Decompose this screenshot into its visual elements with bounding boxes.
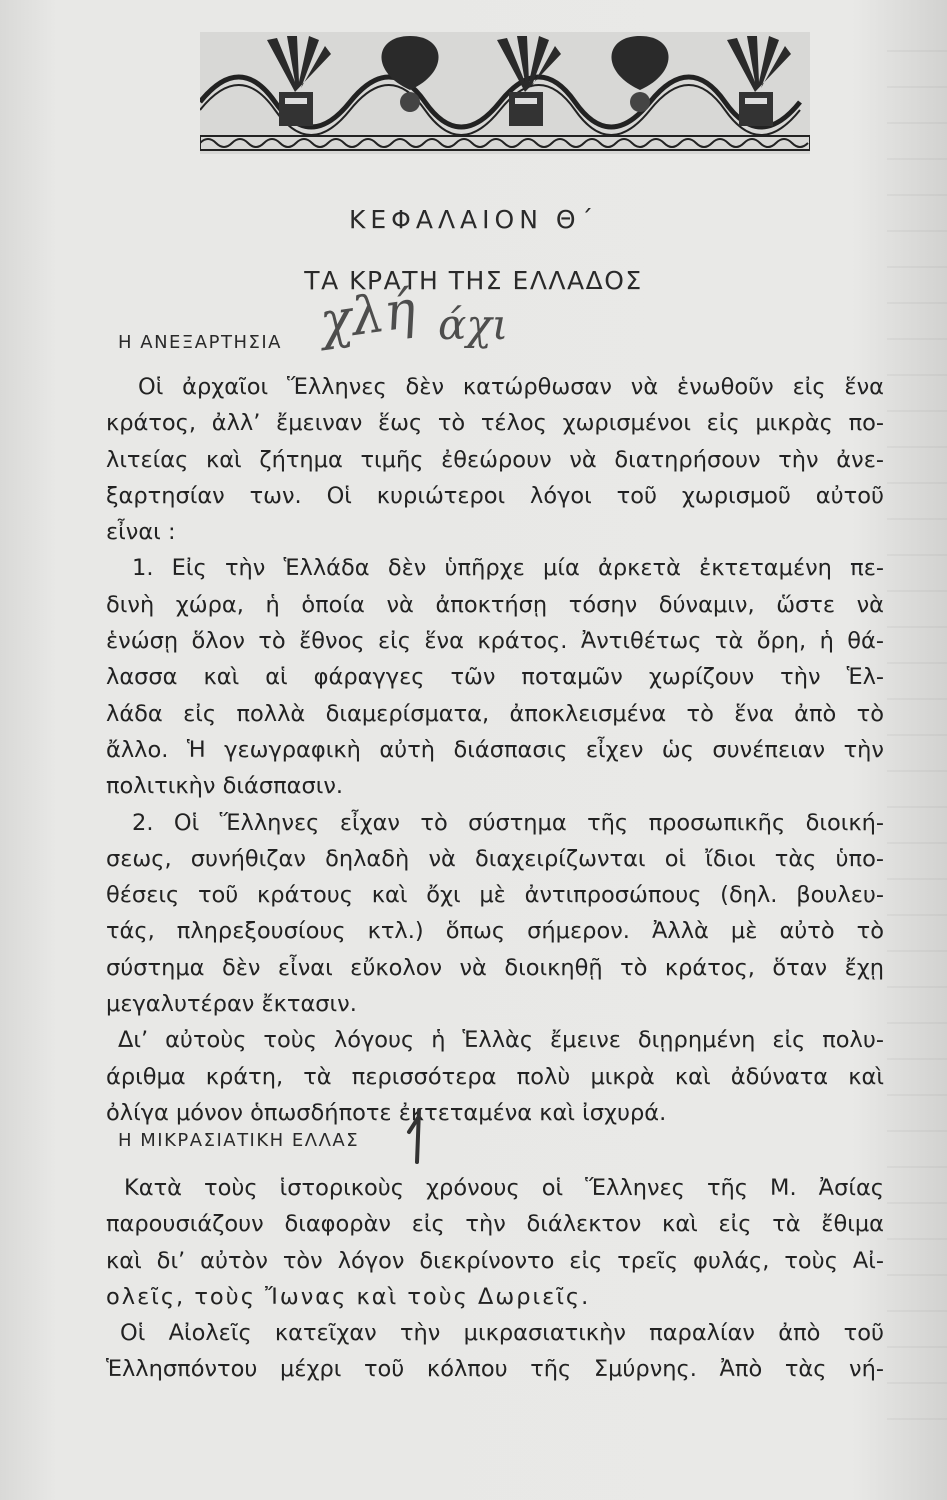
text-line: παρουσιάζουν διαφορὰν εἰς τὴν διάλεκτον καὶ εἰς τὰ ἔθιμα xyxy=(106,1211,884,1238)
text-line: 2. Οἱ Ἕλληνες εἶχαν τὸ σύστημα τῆς προσωπικῆς διοική- xyxy=(132,809,884,836)
text-line: ξαρτησίαν των. Οἱ κυριώτεροι λόγοι τοῦ χωρισμοῦ αὐτοῦ xyxy=(106,482,884,509)
text-line: καὶ δι’ αὐτὸν τὸν λόγον διεκρίνοντο εἰς τρεῖς φυλάς, τοὺς Αἰ- xyxy=(106,1247,884,1274)
text-line: ολεῖς, τοὺς Ἴωνας καὶ τοὺς Δωριεῖς. xyxy=(106,1283,591,1310)
text-line: λασσα καὶ αἱ φάραγγες τῶν ποταμῶν χωρίζουν τὴν Ἑλ- xyxy=(106,664,884,691)
text-line: εἶναι : xyxy=(106,519,176,546)
section-body xyxy=(106,369,884,1131)
text-line: σεως, συνήθιζαν δηλαδὴ νὰ διαχειρίζωνται οἱ ἴδιοι τὰς ὑπο- xyxy=(106,845,884,872)
text-line: θέσεις τοῦ κράτους καὶ ὄχι μὲ ἀντιπροσώπους (δηλ. βουλευ- xyxy=(106,882,884,909)
section-body xyxy=(106,1170,884,1388)
text-line: σύστημα δὲν εἶναι εὔκολον νὰ διοικηθῇ τὸ κράτος, ὅταν ἔχῃ xyxy=(106,954,884,981)
section-heading: Η ΜΙΚΡΑΣΙΑΤΙΚΗ ΕΛΛΑΣ xyxy=(118,1130,360,1151)
text-line: Οἱ ἀρχαῖοι Ἕλληνες δὲν κατώρθωσαν νὰ ἑνωθοῦν εἰς ἕνα xyxy=(138,374,884,400)
palmette-ornament-icon xyxy=(200,32,810,154)
text-line: Δι’ αὐτοὺς τοὺς λόγους ἡ Ἑλλὰς ἔμεινε διῃρημένη εἰς πολυ- xyxy=(118,1027,884,1054)
text-line: τάς, πληρεξουσίους κτλ.) ὅπως σήμερον. Ἀλλὰ μὲ αὐτὸ τὸ xyxy=(106,918,884,945)
text-line: πολιτικὴν διάσπασιν. xyxy=(106,773,344,800)
text-line: κράτος, ἀλλ’ ἔμειναν ἕως τὸ τέλος χωρισμένοι εἰς μικρὰς πο- xyxy=(106,410,884,437)
bleed-through-text xyxy=(887,50,947,1450)
handwritten-note: χλή xyxy=(316,279,420,353)
text-line: λιτείας καὶ ζήτημα τιμῆς ἐθεώρουν νὰ διατηρήσουν τὴν ἀνε- xyxy=(106,446,884,473)
text-line: ἑνώσῃ ὅλον τὸ ἔθνος εἰς ἕνα κράτος. Ἀντιθέτως τὰ ὄρη, ἡ θά- xyxy=(106,628,884,655)
text-line: ἄλλο. Ἡ γεωγραφικὴ αὐτὴ διάσπασις εἶχεν ὡς συνέπειαν τὴν xyxy=(106,736,884,763)
chapter-title: ΤΑ ΚΡΑΤΗ ΤΗΣ ΕΛΛΑΔΟΣ xyxy=(304,266,643,295)
text-line: μεγαλυτέραν ἔκτασιν. xyxy=(106,991,357,1018)
section-heading: Η ΑΝΕΞΑΡΤΗΣΙΑ xyxy=(118,332,282,353)
pencil-mark-icon xyxy=(405,1108,431,1164)
text-line: Κατὰ τοὺς ἱστορικοὺς χρόνους οἱ Ἕλληνες τῆς Μ. Ἀσίας xyxy=(124,1175,884,1201)
text-line: λάδα εἰς πολλὰ διαμερίσματα, ἀποκλεισμένα τὸ ἕνα ἀπὸ τὸ xyxy=(106,700,884,727)
text-line: δινὴ χώρα, ἡ ὁποία νὰ ἀποκτήσῃ τόσην δύναμιν, ὥστε νὰ xyxy=(106,591,884,618)
text-line: Ἑλλησπόντου μέχρι τοῦ κόλπου τῆς Σμύρνης. Ἀπὸ τὰς νή- xyxy=(106,1356,884,1383)
text-line: ὀλίγα μόνον ὁπωσδήποτε ἐκτεταμένα καὶ ἰσχυρά. xyxy=(106,1099,667,1126)
text-line: άριθμα κράτη, τὰ περισσότερα πολὺ μικρὰ καὶ ἀδύνατα καὶ xyxy=(106,1063,884,1090)
text-line: Οἱ Αἰολεῖς κατεῖχαν τὴν μικρασιατικὴν παραλίαν ἀπὸ τοῦ xyxy=(120,1320,884,1347)
handwritten-note: άχι xyxy=(438,300,509,349)
text-line: 1. Εἰς τὴν Ἑλλάδα δὲν ὑπῆρχε μία ἀρκετὰ ἐκτεταμένη πε- xyxy=(132,555,884,582)
chapter-heading: ΚΕΦΑΛΑΙΟΝ Θ΄ xyxy=(348,205,599,234)
